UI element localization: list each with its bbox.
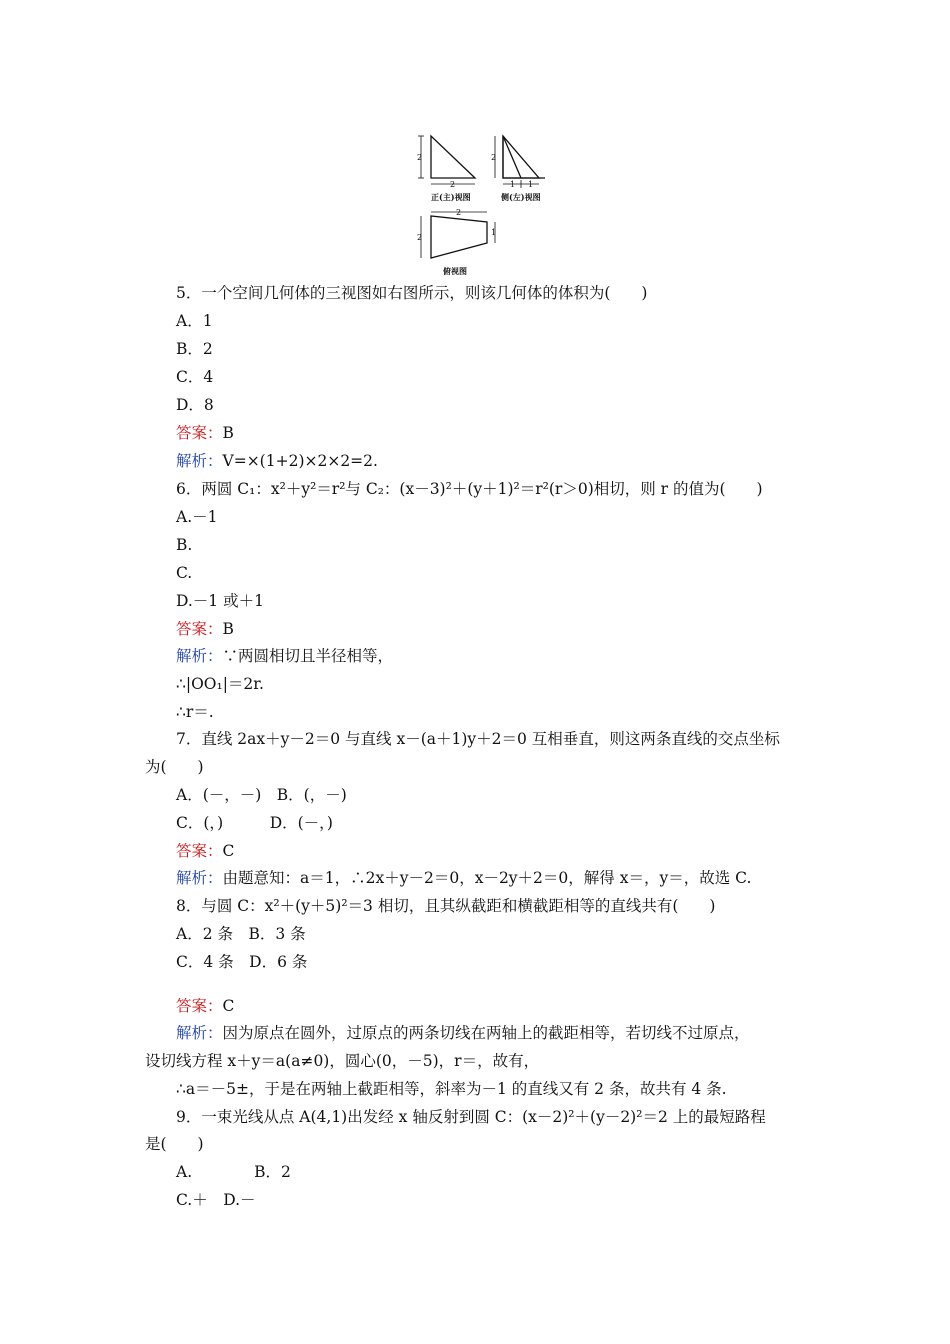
q8-options-cd: C．4 条 D．6 条 bbox=[176, 953, 308, 971]
solution-label: 解析： bbox=[176, 1024, 223, 1042]
top-height-label: 2 bbox=[417, 233, 423, 242]
question-9-cont: 是( ) bbox=[145, 1135, 204, 1153]
side-height-label: 2 bbox=[491, 153, 497, 162]
side-width-label-2: 1 bbox=[528, 180, 534, 189]
question-9: 9．一束光线从点 A(4,1)出发经 x 轴反射到圆 C：(x－2)²＋(y－2)²＝2 上的最短路程 bbox=[176, 1108, 766, 1126]
q9-options-ab: A. B．2 bbox=[176, 1163, 291, 1181]
answer-label: 答案： bbox=[176, 424, 223, 442]
q5-solution bbox=[176, 451, 378, 471]
three-view-figure bbox=[415, 130, 541, 278]
q7-solution bbox=[176, 868, 751, 888]
question-7: 7．直线 2ax＋y－2＝0 与直线 x－(a＋1)y＋2＝0 互相垂直，则这两条直线的交点坐标 bbox=[176, 730, 780, 748]
solution-label: 解析： bbox=[176, 869, 223, 887]
q8-solution-line-2: 设切线方程 x＋y＝a(a≠0)，圆心(0，－5)，r＝，故有， bbox=[145, 1052, 540, 1070]
q6-answer bbox=[176, 619, 234, 639]
q6-option-b: B. bbox=[176, 536, 193, 554]
front-view-caption: 正(主)视图 bbox=[431, 192, 471, 202]
question-8: 8．与圆 C：x²＋(y＋5)²＝3 相切，且其纵截距和横截距相等的直线共有( ) bbox=[176, 897, 716, 915]
solution-text: 由题意知：a＝1，∴2x＋y－2＝0，x－2y＋2＝0，解得 x＝，y＝，故选 C. bbox=[222, 869, 752, 887]
answer-label: 答案： bbox=[176, 620, 223, 638]
three-view-drawing bbox=[415, 130, 541, 278]
solution-text: 因为原点在圆外，过原点的两条切线在两轴上的截距相等，若切线不过原点， bbox=[222, 1024, 750, 1042]
question-6: 6．两圆 C₁：x²＋y²＝r²与 C₂：(x－3)²＋(y＋1)²＝r²(r＞0)相切，则 r 的值为( ) bbox=[176, 480, 763, 498]
q5-option-c: C．4 bbox=[176, 368, 214, 386]
q6-solution-line-3: ∴r＝. bbox=[176, 703, 214, 721]
top-right-label: 1 bbox=[491, 228, 497, 237]
top-width-label: 2 bbox=[456, 208, 462, 217]
question-7-cont: 为( ) bbox=[145, 758, 204, 776]
q5-option-b: B．2 bbox=[176, 340, 213, 358]
answer-value: C bbox=[222, 842, 235, 860]
q6-solution-line-2: ∴|OO₁|＝2r. bbox=[176, 675, 264, 693]
q6-option-d: D.－1 或＋1 bbox=[176, 592, 264, 610]
front-width-label: 2 bbox=[450, 180, 456, 189]
front-height-label: 2 bbox=[417, 153, 423, 162]
q7-options-ab: A．(－，－) B．(，－) bbox=[176, 786, 347, 804]
q7-options-cd: C．(，) D．(－，) bbox=[176, 814, 333, 832]
answer-value: B bbox=[222, 424, 234, 442]
q6-option-c: C. bbox=[176, 564, 193, 582]
solution-text: ∵两圆相切且半径相等， bbox=[222, 647, 394, 665]
q5-option-a: A．1 bbox=[176, 312, 213, 330]
q5-answer bbox=[176, 423, 234, 443]
q8-solution bbox=[176, 1023, 750, 1043]
q8-solution-line-3: ∴a＝－5±，于是在两轴上截距相等，斜率为－1 的直线又有 2 条，故共有 4 条. bbox=[176, 1080, 727, 1098]
q6-option-a: A.－1 bbox=[176, 508, 218, 526]
solution-label: 解析： bbox=[176, 647, 223, 665]
solution-text: V=×(1+2)×2×2=2. bbox=[222, 452, 378, 470]
answer-value: C bbox=[222, 997, 235, 1015]
q9-options-cd: C.＋ D.－ bbox=[176, 1191, 256, 1209]
q5-option-d: D．8 bbox=[176, 396, 214, 414]
answer-label: 答案： bbox=[176, 997, 223, 1015]
question-5: 5．一个空间几何体的三视图如右图所示，则该几何体的体积为( ) bbox=[176, 284, 648, 302]
q8-answer bbox=[176, 996, 234, 1016]
side-view-caption: 侧(左)视图 bbox=[501, 192, 541, 202]
solution-label: 解析： bbox=[176, 452, 223, 470]
side-width-label-1: 1 bbox=[510, 180, 516, 189]
answer-value: B bbox=[222, 620, 234, 638]
answer-label: 答案： bbox=[176, 842, 223, 860]
q8-options-ab: A．2 条 B．3 条 bbox=[176, 925, 306, 943]
top-view-caption: 俯视图 bbox=[443, 266, 467, 276]
q6-solution bbox=[176, 646, 393, 666]
q7-answer bbox=[176, 841, 234, 861]
